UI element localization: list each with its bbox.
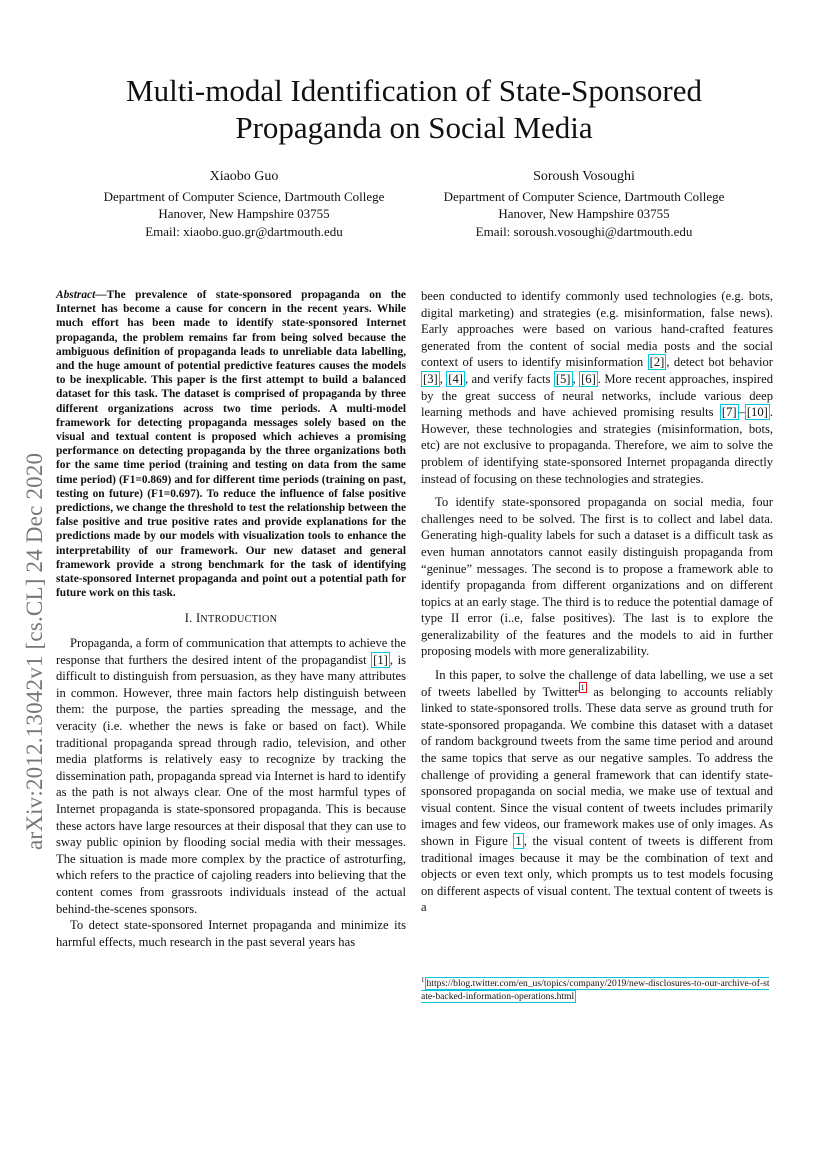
citation-link[interactable]: [6] <box>581 371 596 386</box>
text-run: as belonging to accounts reliably linked to state-sponsored trolls. These data serve as ground truth for state-sponsored propaganda. We combine this dataset with a dataset of random background tweets from the same time period and around the same topics that serve as our negative samples. To address the challenge of providing a general framework that can identify state-sponsored propaganda on social media, we make use of textual and visual content. Since the visual content of tweets includes primarily images and few videos, our framework makes use of only images. As shown in Figure <box>421 684 774 848</box>
section-number: I. <box>184 611 193 626</box>
author-affiliation: Department of Computer Science, Dartmouth College <box>103 188 385 204</box>
intro-paragraph-2: To detect state-sponsored Internet propaganda and minimize its harmful effects, much research in the past several years has <box>56 918 406 949</box>
text-run: . However, these technologies and strategies (misinformation, bots, etc) are not exclusive to propaganda. Therefore, we aim to solve the problem of identifying state-sponsored Internet propaganda directly instead of focusing on these technologies and strategies. <box>421 405 773 486</box>
author-email[interactable]: Email: soroush.vosoughi@dartmouth.edu <box>475 223 693 239</box>
text-run: , is difficult to distinguish from persuasion, as they have many attributes in common. However, three main factors help distinguish between them: the purpose, the parties spreading the message, and the veracity (i.e. whether the news is fake or based on fact). While traditional propaganda spread through radio, television, and other media platforms is relatively easy to recognize by tracking the dissemination path, propaganda spread via Internet is hard to identify as the path is not always clear. One of the most harmful types of Internet propaganda is state-sponsored propaganda. This is because these actors have large resources at their disposal that they can use to sway public opinion by flooding social media with their messages. The situation is made more complex by the practice of astroturfing, which refers to the practice of cajoling readers into believing that the content comes from grassroots individuals instead of the actual behind-the-scenes sponsors. <box>56 652 406 916</box>
arxiv-identifier: arXiv:2012.13042v1 [cs.CL] 24 Dec 2020 <box>22 452 47 850</box>
abstract <box>56 288 406 600</box>
author-block-2 <box>404 168 764 240</box>
footnote-mark: 1 <box>421 976 425 984</box>
section-title-first: I <box>195 611 201 626</box>
paper-title <box>60 72 768 146</box>
abstract-label: Abstract <box>56 289 96 301</box>
section-title-rest: NTRODUCTION <box>200 614 278 626</box>
citation-link[interactable]: [7] <box>721 405 737 420</box>
author-block-1 <box>64 168 424 240</box>
citation-link[interactable]: [5] <box>555 371 571 386</box>
title-line-1: Multi-modal Identification of State-Sponsored <box>126 73 702 108</box>
author-name: Soroush Vosoughi <box>533 169 635 184</box>
text-run: In this paper, to solve the challenge of data labelling, we use a set of tweets labelled by Twitter <box>421 668 773 699</box>
citation-link[interactable]: [10] <box>746 405 768 420</box>
author-email[interactable]: Email: xiaobo.guo.gr@dartmouth.edu <box>145 223 343 239</box>
intro-paragraph-1 <box>56 635 406 917</box>
author-affiliation: Department of Computer Science, Dartmouth College <box>443 188 725 204</box>
footnote-url-link[interactable]: https://blog.twitter.com/en_us/topics/company/2019/new-disclosures-to-our-archive-of-state-backed-information-operations.html <box>421 978 770 1003</box>
text-run: , detect bot behavior <box>666 355 774 370</box>
citation-link[interactable]: [4] <box>448 371 463 386</box>
text-run: , <box>572 371 580 386</box>
citation-link[interactable]: [3] <box>423 371 438 386</box>
footnote-link[interactable]: 1 <box>580 683 585 693</box>
figure-link[interactable]: 1 <box>515 834 522 848</box>
text-run: – <box>738 405 745 420</box>
right-paragraph-3 <box>421 667 773 916</box>
author-address: Hanover, New Hampshire 03755 <box>498 206 670 221</box>
section-heading-introduction <box>56 610 406 629</box>
citation-link[interactable]: [1] <box>373 652 388 667</box>
title-line-2: Propaganda on Social Media <box>235 110 593 145</box>
text-run: been conducted to identify commonly used technologies (e.g. bots, digital marketing) and strategies (e.g. misinformation, false news). Early approaches were based on various hand-crafted features generated from the content of social media posts and the social context of users to identify misinformation <box>421 289 773 370</box>
author-address: Hanover, New Hampshire 03755 <box>158 206 330 221</box>
text-run: , and verify facts <box>464 371 554 386</box>
citation-link[interactable]: [2] <box>649 355 665 370</box>
text-run: Propaganda, a form of communication that attempts to achieve the response that furthers the desired intent of the propagandist <box>56 636 406 667</box>
right-paragraph-1 <box>421 288 773 487</box>
text-run: . More recent approaches, inspired by the great success of neural networks, include various deep learning methods and have achieved promising results <box>421 371 773 420</box>
right-paragraph-2: To identify state-sponsored propaganda on social media, four challenges need to be solved. The first is to collect and label data. Generating high-quality labels for such a dataset is a difficult task as even human annotators cannot easily distinguish propaganda from “geninue” messages. The second is to propose a framework able to identify propaganda from different organizations and on different topics at an early stage. The third is to reduce the potential damage of type II error (i..e, false positives). The last is to explore the generalizability of the features and the models to aid in further proposing models with more generalizability. <box>421 495 773 659</box>
left-column <box>56 288 406 950</box>
author-name: Xiaobo Guo <box>209 169 279 184</box>
text-run: , the visual content of tweets is different from traditional images because it may be the combination of text and objects or even text only, which prompts us to test models focusing on different aspects of visual content. The textual content of tweets is a <box>421 834 773 915</box>
right-column <box>421 288 773 916</box>
abstract-text: —The prevalence of state-sponsored propaganda on the Internet has become a cause for concern in the recent years. While much effort has been made to identify state-sponsored Internet propaganda, the problem remains far from being solved because the ambiguous definition of propaganda leads to unreliable data labelling, and the huge amount of potential predictive features causes the models to be inexplicable. This paper is the first attempt to build a balanced dataset for this task. The dataset is comprised of propaganda by three different organizations across two time periods. A multi-model framework for detecting propaganda messages solely based on the visual and textual content is proposed which achieves a promising performance on detecting propaganda by the three organizations both for the same time period (training and testing on data from the same time period) (F1=0.869) and for different time periods (training on past, testing on future) (F1=0.697). To reduce the influence of false positive predictions, we change the threshold to test the relationship between the false positive and true positive rates and provide explanations for the predictions made by our models with visualization tools to enhance the interpretability of our framework. Our new dataset and general framework provide a strong benchmark for the task of identifying state-sponsored Internet propaganda and point out a potential path for future work on this task. <box>56 289 406 600</box>
text-run: , <box>439 371 447 386</box>
footnote <box>421 974 773 1003</box>
